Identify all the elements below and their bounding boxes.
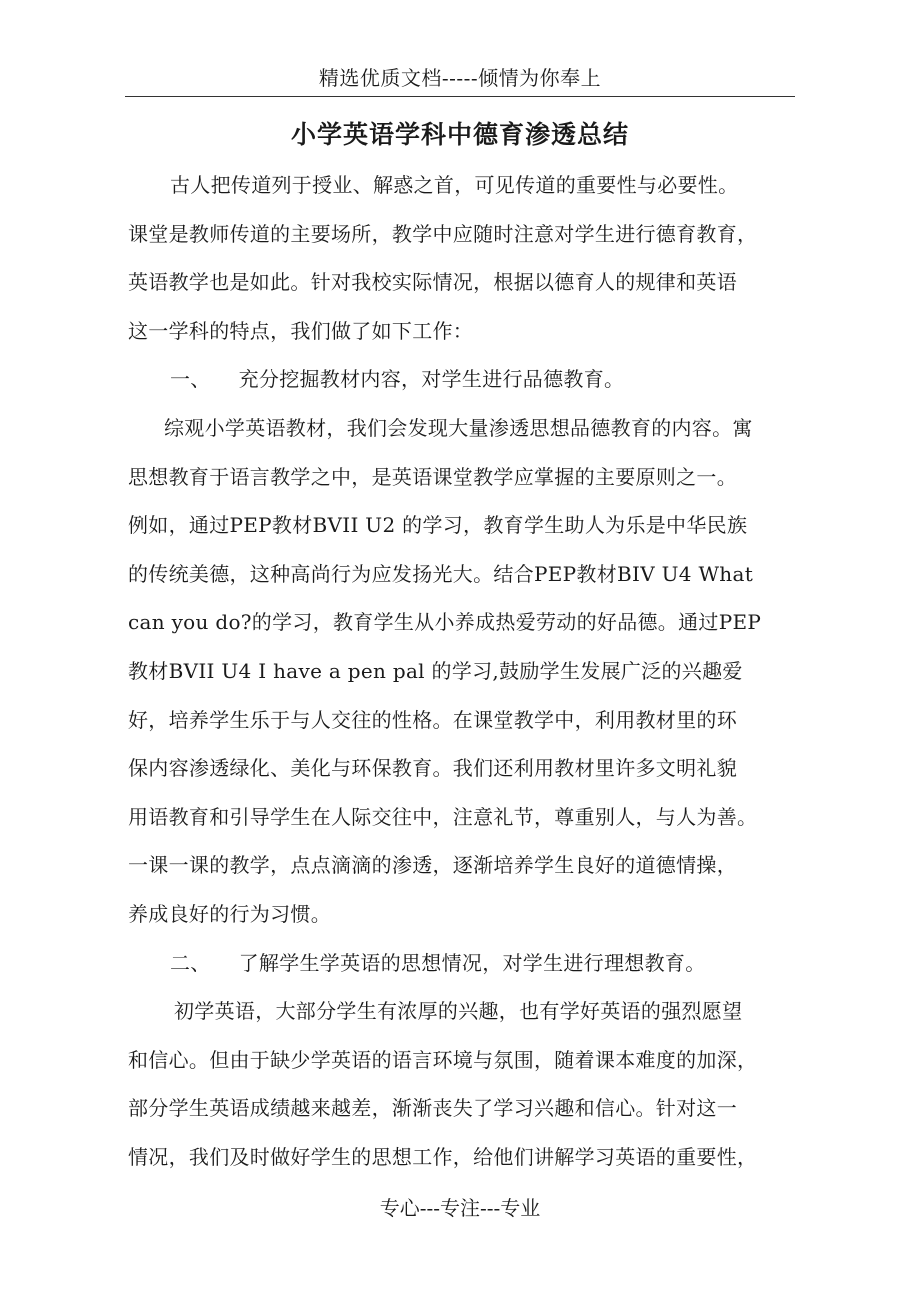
- section-number: 二、: [170, 950, 211, 975]
- section-heading-2: [128, 947, 808, 996]
- paragraph-line: 保内容渗透绿化、美化与环保教育。我们还利用教材里许多文明礼貌: [128, 756, 737, 781]
- page-footer: 专心---专注---专业: [379, 1196, 541, 1220]
- paragraph-line: 英语教学也是如此。针对我校实际情况，根据以德育人的规律和英语: [128, 270, 737, 295]
- paragraph-line: can you do?的学习，教育学生从小养成热爱劳动的好品德。通过PEP: [128, 610, 762, 635]
- section-heading-text: 充分挖掘教材内容，对学生进行品德教育。: [238, 367, 625, 392]
- paragraph-line: 古人把传道列于授业、解惑之首，可见传道的重要性与必要性。: [170, 173, 739, 197]
- page-header: 精选优质文档-----倾情为你奉上: [318, 66, 602, 90]
- header-divider: [125, 96, 795, 97]
- document-body: [128, 169, 808, 1189]
- document-title: 小学英语学科中德育渗透总结: [290, 120, 629, 149]
- paragraph-line: 部分学生英语成绩越来越差，渐渐丧失了学习兴趣和信心。针对这一: [128, 1096, 737, 1121]
- section-number: 一、: [170, 367, 211, 392]
- section-heading-text: 了解学生学英语的思想情况，对学生进行理想教育。: [238, 950, 706, 975]
- paragraph-line: 教材BVII U4 I have a pen pal 的学习,鼓励学生发展广泛的兴趣爱: [128, 658, 743, 683]
- paragraph-line: 这一学科的特点，我们做了如下工作：: [128, 318, 474, 343]
- paragraph-line: 例如，通过PEP教材BVII U2 的学习，教育学生助人为乐是中华民族: [128, 513, 748, 538]
- paragraph-line: 用语教育和引导学生在人际交往中，注意礼节，尊重别人，与人为善。: [128, 804, 758, 829]
- paragraph-line: 综观小学英语教材，我们会发现大量渗透思想品德教育的内容。寓: [164, 415, 753, 440]
- paragraph-line: 好，培养学生乐于与人交往的性格。在课堂教学中，利用教材里的环: [128, 707, 737, 732]
- section-heading-1: [128, 363, 808, 412]
- paragraph-line: 养成良好的行为习惯。: [128, 901, 331, 926]
- paragraph-line: 思想教育于语言教学之中，是英语课堂教学应掌握的主要原则之一。: [128, 464, 737, 489]
- paragraph-line: 情况，我们及时做好学生的思想工作，给他们讲解学习英语的重要性，: [128, 1144, 758, 1169]
- paragraph-line: 初学英语，大部分学生有浓厚的兴趣，也有学好英语的强烈愿望: [174, 999, 743, 1024]
- paragraph-line: 的传统美德，这种高尚行为应发扬光大。结合PEP教材BIV U4 What: [128, 561, 754, 586]
- paragraph-line: 课堂是教师传道的主要场所，教学中应随时注意对学生进行德育教育，: [128, 221, 758, 246]
- paragraph-line: 一课一课的教学，点点滴滴的渗透，逐渐培养学生良好的道德情操，: [128, 853, 737, 878]
- paragraph-line: 和信心。但由于缺少学英语的语言环境与氛围，随着课本难度的加深，: [128, 1047, 758, 1072]
